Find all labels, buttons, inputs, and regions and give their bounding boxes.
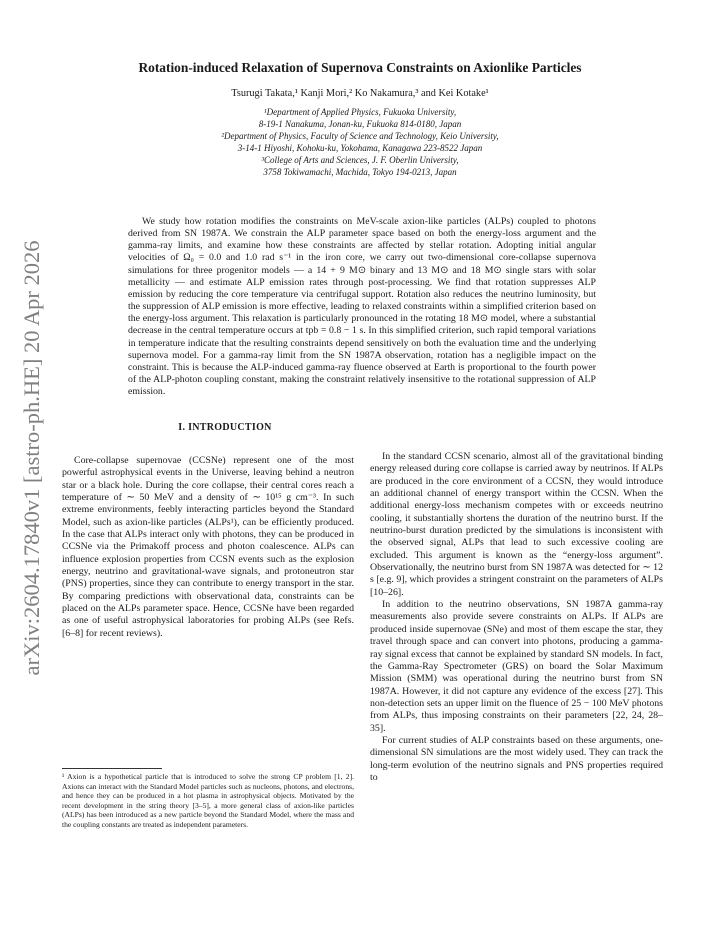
affiliation-line: ³College of Arts and Sciences, J. F. Oberlin University, <box>261 155 459 166</box>
section-heading-introduction: I. INTRODUCTION <box>178 422 272 433</box>
paper-title: Rotation-induced Relaxation of Supernova Constraints on Axionlike Particles <box>138 60 582 75</box>
affiliation-line: ¹Department of Applied Physics, Fukuoka University, <box>263 107 457 117</box>
body-paragraph: Core-collapse supernovae (CCSNe) represent one of the most powerful astrophysical events in the Universe, leaving behind a neutron star or a black hole. During the core collapse, their central cores reach a temperature of ∼ 50 MeV and a density of ∼ 10¹⁵ g cm⁻³. In such extreme environments, feebly interacting particles beyond the Standard Model, such as axion-like particles (ALPs¹), can be efficiently produced. In the case that ALPs interact only with photons, they can be produced in CCSNe via the Primakoff process and photon coalescence. ALPs can influence explosion properties from CCSN events such as the explosion energy, neutrino and gravitational-wave signals, and protoneutron star (PNS) properties, since they can contribute to energy transport in the star. By comparing predictions with observational data, constraints can be placed on the ALPs parameter space. Hence, CCSNe have been regarded as one of useful astrophysical laboratories for probing ALPs (see Refs. [6–8] for recent reviews). <box>62 455 354 639</box>
author-list: Tsurugi Takata,¹ Kanji Mori,² Ko Nakamura,³ and Kei Kotake¹ <box>231 88 489 99</box>
footnote-rule <box>62 768 162 769</box>
affiliation-line: ²Department of Physics, Faculty of Science and Technology, Keio University, <box>221 131 499 142</box>
left-column <box>62 455 354 640</box>
body-paragraph: In addition to the neutrino observations, SN 1987A gamma-ray measurements also provide severe constraints on ALPs. If ALPs are produced inside supernovae (SNe) and most of them escape the star, they travel through space and can convert into photons, producing a gamma-ray signal excess that cannot be explained by standard SN models. In fact, the Gamma-Ray Spectrometer (GRS) on board the Solar Maximum Mission (SMM) was operational during the neutrino burst from SN 1987A. However, it did not capture any evidence of the excess [27]. This non-detection sets an upper limit on the fluence of 25 − 100 MeV photons from ALPs, thus imposing constraints on their parameters [22, 24, 28–35]. <box>370 599 663 734</box>
affiliations <box>100 106 620 179</box>
body-paragraph: For current studies of ALP constraints based on these arguments, one-dimensional SN simulations are the most widely used. They can track the long-term evolution of the neutrino signals and PNS properties required to <box>370 734 663 783</box>
body-paragraph: In the standard CCSN scenario, almost all of the gravitational binding energy released during core collapse is carried away by neutrinos. If ALPs are produced in the core environment of a CCSN, they would introduce an additional channel of energy transport within the CCSN. When the additional energy-loss mechanism competes with or exceeds neutrino cooling, it substantially shortens the duration of the neutrino burst. If the neutrino-burst duration predicted by the simulations is inconsistent with the observed signal, ALPs that lead to such excessive cooling are excluded. This argument is known as the “energy-loss argument”. Observationally, the neutrino burst from SN 1987A was detected for ∼ 12 s [e.g. 9], which provides a stringent constraint on the parameters of ALPs [10–26]. <box>370 451 663 598</box>
affiliation-line: 8-19-1 Nanakuma, Jonan-ku, Fukuoka 814-0180, Japan <box>258 119 462 130</box>
arxiv-identifier-text: arXiv:2604.17840v1 [astro-ph.HE] 20 Apr 2026 <box>19 240 44 676</box>
footnote: ¹ Axion is a hypothetical particle that is introduced to solve the strong CP problem [1, 2]. Axions can interact with the Standard Model particles such as nucleons, photons, and electrons, and hence they can be produced in a hot plasma in astrophysical objects. Motivated by the recent development in the string theory [3–5], a more general class of axion-like particles (ALPs) has been introduced as a new particle beyond the Standard Model, where the mass and the coupling constants are treated as independent parameters. <box>62 772 354 829</box>
arxiv-identifier-stamp <box>12 240 52 676</box>
affiliation-line: 3758 Tokiwamachi, Machida, Tokyo 194-0213, Japan <box>263 167 457 178</box>
right-column <box>370 451 663 784</box>
affiliation-line: 3-14-1 Hiyoshi, Kohoku-ku, Yokohama, Kanagawa 223-8522 Japan <box>237 143 483 154</box>
abstract: We study how rotation modifies the constraints on MeV-scale axion-like particles (ALPs) coupled to photons derived from SN 1987A. We constrain the ALP parameter space based on both the energy-loss argument and the gamma-ray limits, and examine how these constraints are affected by stellar rotation. Adopting initial angular velocities of Ω₀ = 0.0 and 1.0 rad s⁻¹ in the iron core, we carry out two-dimensional core-collapse supernova simulations for three progenitor models — a 14 + 9 M⊙ binary and 13 M⊙ and 18 M⊙ single stars with solar metallicity — and estimate ALP emission rates through post-processing. We find that rotation suppresses ALP emission by reducing the core temperature via centrifugal support. Rotation also reduces the neutrino luminosity, but the suppression of ALP emission is more effective, leading to relaxed constraints within a simplified criterion based on the energy-loss argument. This relaxation is particularly pronounced in the rotating 18 M⊙ model, where a substantial decrease in the central temperature occurs at tpb = 0.8 − 1 s. In this simplified criterion, such rapid temporal variations in temperature indicate that the resulting constraints depend sensitively on both the evaluation time and the underlying supernova model. For a gamma-ray limit from the SN 1987A observation, rotation has a negligible impact on the constraint. This is because the ALP-induced gamma-ray fluence observed at Earth is proportional to the fourth power of the ALP-photon coupling constant, making the constraint relatively insensitive to the rotational suppression of ALP emission. <box>128 216 596 398</box>
